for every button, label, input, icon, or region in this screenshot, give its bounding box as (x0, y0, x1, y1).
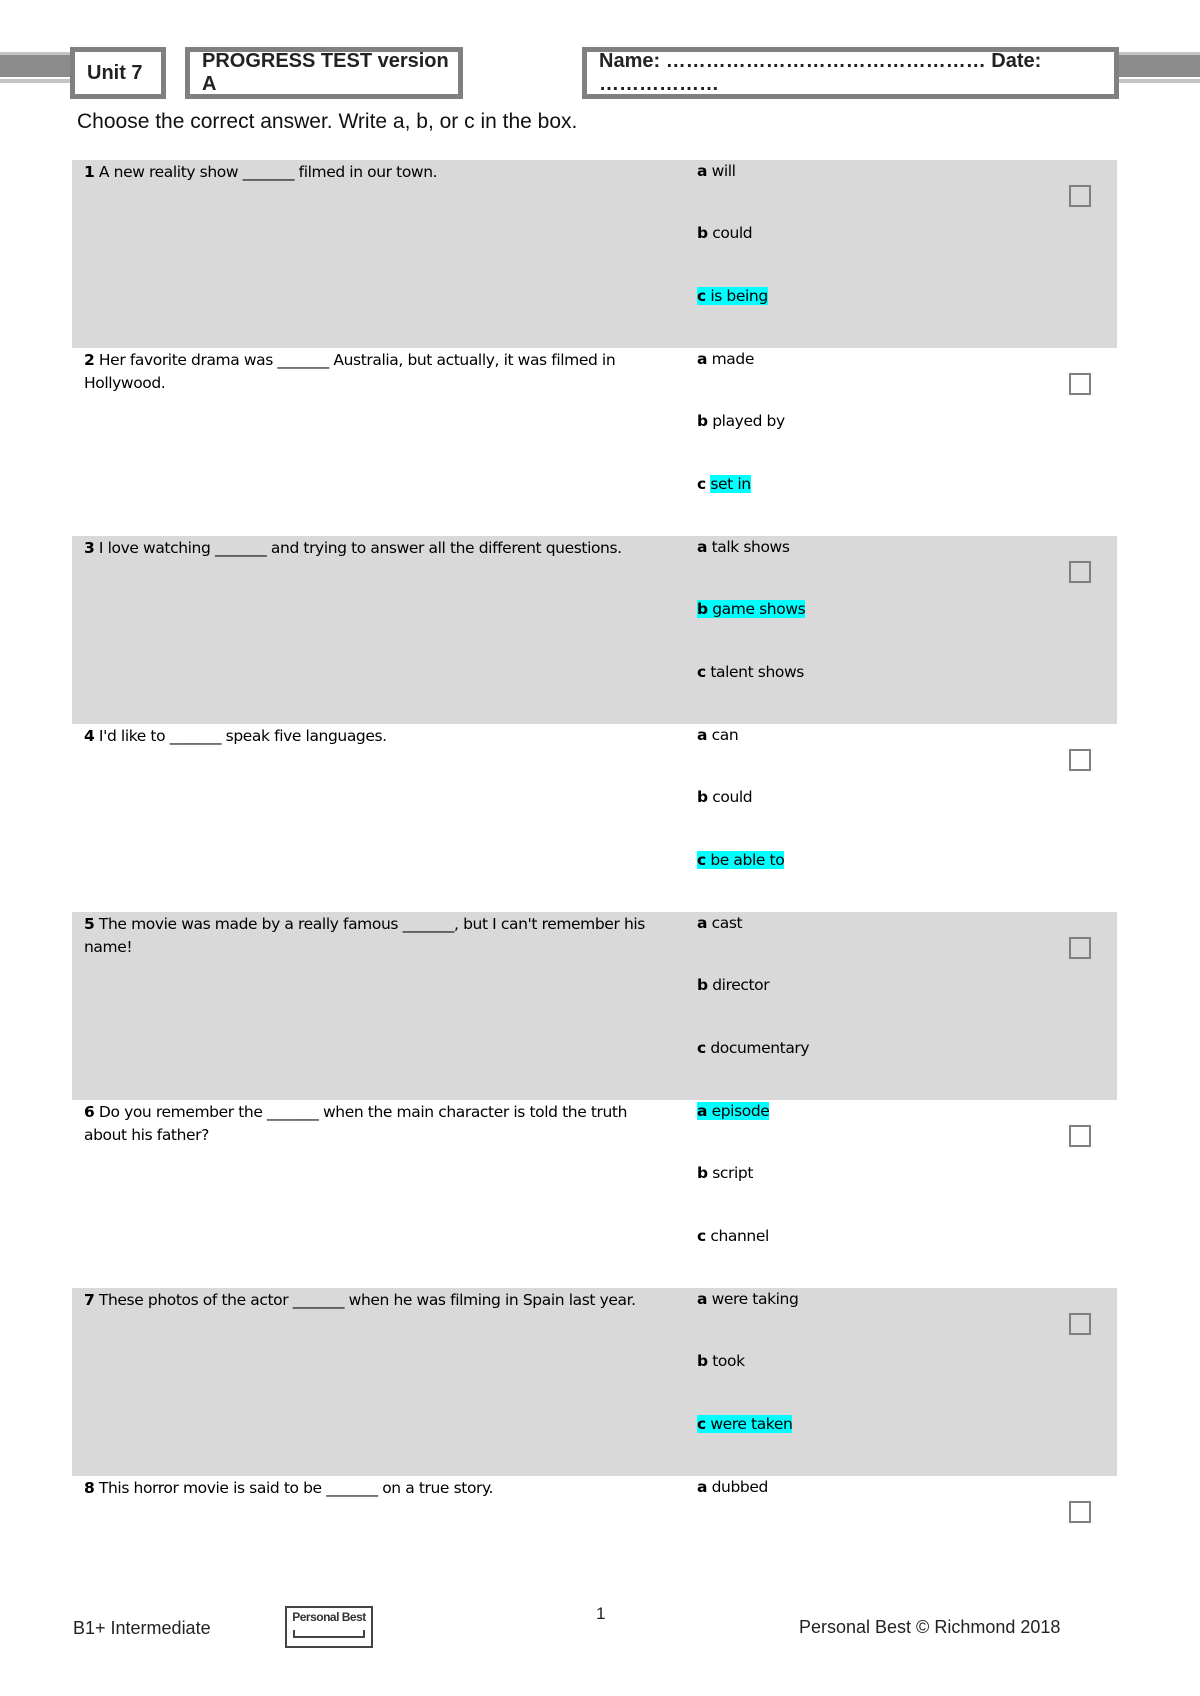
copyright: Personal Best © Richmond 2018 (799, 1617, 1061, 1637)
option-letter: b (697, 976, 708, 994)
option-letter: a (697, 914, 708, 932)
question-number: 4 (84, 727, 95, 745)
option-b (697, 1351, 745, 1371)
option-a (697, 161, 736, 181)
option-text: dubbed (711, 1478, 768, 1496)
option-c (697, 1414, 792, 1434)
option-letter: c (697, 663, 706, 681)
answer-box[interactable] (1069, 1501, 1091, 1523)
question-number: 5 (84, 915, 95, 933)
option-c (697, 662, 804, 682)
option-b (697, 787, 752, 807)
answer-box[interactable] (1069, 937, 1091, 959)
option-text: talent shows (710, 663, 804, 681)
header-bar (0, 55, 75, 77)
option-letter: b (697, 224, 708, 242)
logo-underline (293, 1630, 365, 1638)
option-text: script (712, 1164, 754, 1182)
question-text (84, 913, 664, 959)
question-row (72, 912, 1117, 1100)
question-text (84, 1477, 664, 1500)
option-letter: c (697, 1227, 706, 1245)
question-row (72, 348, 1117, 536)
question-number: 8 (84, 1479, 95, 1497)
option-letter: a (697, 1290, 708, 1308)
option-letter: a (697, 538, 708, 556)
question-prompt: I'd like to _______ speak five languages. (98, 727, 387, 745)
question-row (72, 1288, 1117, 1476)
highlighted-answer (697, 851, 784, 869)
option-text: can (711, 726, 739, 744)
test-title: PROGRESS TEST version A (185, 47, 463, 99)
option-letter: c (697, 475, 706, 493)
question-number: 7 (84, 1291, 95, 1309)
question-number: 1 (84, 163, 95, 181)
question-number: 6 (84, 1103, 95, 1121)
option-text: were taken (710, 1415, 793, 1433)
question-prompt: This horror movie is said to be _______ on a true story. (98, 1479, 494, 1497)
option-letter: b (697, 1352, 708, 1370)
option-b (697, 411, 785, 431)
option-letter: c (697, 1039, 706, 1057)
option-text: cast (711, 914, 743, 932)
option-b (697, 1163, 753, 1183)
option-letter: a (697, 1478, 708, 1496)
option-a (697, 725, 738, 745)
option-b (697, 599, 805, 619)
option-c (697, 1226, 769, 1246)
option-text: talk shows (711, 538, 790, 556)
question-prompt: These photos of the actor _______ when he was filming in Spain last year. (98, 1291, 636, 1309)
option-text: is being (710, 287, 768, 305)
option-a (697, 349, 754, 369)
option-letter: c (697, 287, 706, 305)
option-text: made (711, 350, 754, 368)
question-text (84, 537, 664, 560)
question-text (84, 1101, 664, 1147)
question-prompt: Her favorite drama was _______ Australia, but actually, it was filmed in Hollywood. (84, 351, 616, 392)
questions-table (72, 160, 1117, 1556)
option-letter: a (697, 726, 708, 744)
question-number: 2 (84, 351, 95, 369)
option-a (697, 1289, 798, 1309)
personal-best-logo (285, 1606, 373, 1648)
option-text: episode (711, 1102, 770, 1120)
page-number: 1 (596, 1604, 606, 1623)
option-letter: a (697, 1102, 708, 1120)
answer-box[interactable] (1069, 1313, 1091, 1335)
option-text: game shows (712, 600, 806, 618)
question-row (72, 1476, 1117, 1556)
option-letter: b (697, 788, 708, 806)
question-row (72, 1100, 1117, 1288)
question-prompt: Do you remember the _______ when the main character is told the truth about his father? (84, 1103, 628, 1144)
highlighted-answer: set in (710, 475, 751, 493)
highlighted-answer (697, 1102, 769, 1120)
question-text (84, 161, 664, 184)
instructions: Choose the correct answer. Write a, b, or c in the box. (77, 110, 578, 133)
unit-label: Unit 7 (70, 47, 166, 99)
highlighted-answer (697, 600, 805, 618)
option-text: could (712, 224, 753, 242)
answer-box[interactable] (1069, 373, 1091, 395)
option-c (697, 474, 751, 494)
question-number: 3 (84, 539, 95, 557)
option-a (697, 537, 790, 557)
option-text: were taking (711, 1290, 799, 1308)
header-stripe (0, 79, 75, 83)
question-row (72, 160, 1117, 348)
answer-box[interactable] (1069, 1125, 1091, 1147)
option-text: will (711, 162, 736, 180)
logo-text: Personal Best (292, 1610, 366, 1624)
option-letter: b (697, 600, 708, 618)
question-text (84, 1289, 664, 1312)
option-text: director (712, 976, 770, 994)
question-prompt: A new reality show _______ filmed in our town. (98, 163, 438, 181)
option-text: could (712, 788, 753, 806)
header-bar (1115, 55, 1200, 77)
option-letter: a (697, 162, 708, 180)
option-letter: a (697, 350, 708, 368)
question-text (84, 725, 664, 748)
option-text: took (712, 1352, 745, 1370)
option-a (697, 1101, 769, 1121)
level-label: B1+ Intermediate (73, 1618, 211, 1638)
option-a (697, 1477, 768, 1497)
name-date-field[interactable]: Name: ………………………………………… Date: ……………… (582, 47, 1119, 99)
option-c (697, 850, 784, 870)
option-letter: b (697, 1164, 708, 1182)
option-letter: b (697, 412, 708, 430)
highlighted-answer (697, 287, 768, 305)
option-c (697, 286, 768, 306)
option-b (697, 975, 769, 995)
question-prompt: The movie was made by a really famous _______, but I can't remember his name! (84, 915, 645, 956)
answer-box[interactable] (1069, 185, 1091, 207)
option-letter: c (697, 851, 706, 869)
option-a (697, 913, 742, 933)
option-text: channel (710, 1227, 769, 1245)
option-b (697, 223, 752, 243)
highlighted-answer (697, 1415, 792, 1433)
option-text: be able to (710, 851, 785, 869)
option-text: played by (712, 412, 785, 430)
header-stripe (1115, 79, 1200, 83)
option-letter: c (697, 1415, 706, 1433)
answer-box[interactable] (1069, 749, 1091, 771)
answer-box[interactable] (1069, 561, 1091, 583)
option-text: documentary (710, 1039, 810, 1057)
question-text (84, 349, 664, 395)
option-c (697, 1038, 809, 1058)
question-row (72, 536, 1117, 724)
question-row (72, 724, 1117, 912)
question-prompt: I love watching _______ and trying to answer all the different questions. (98, 539, 622, 557)
